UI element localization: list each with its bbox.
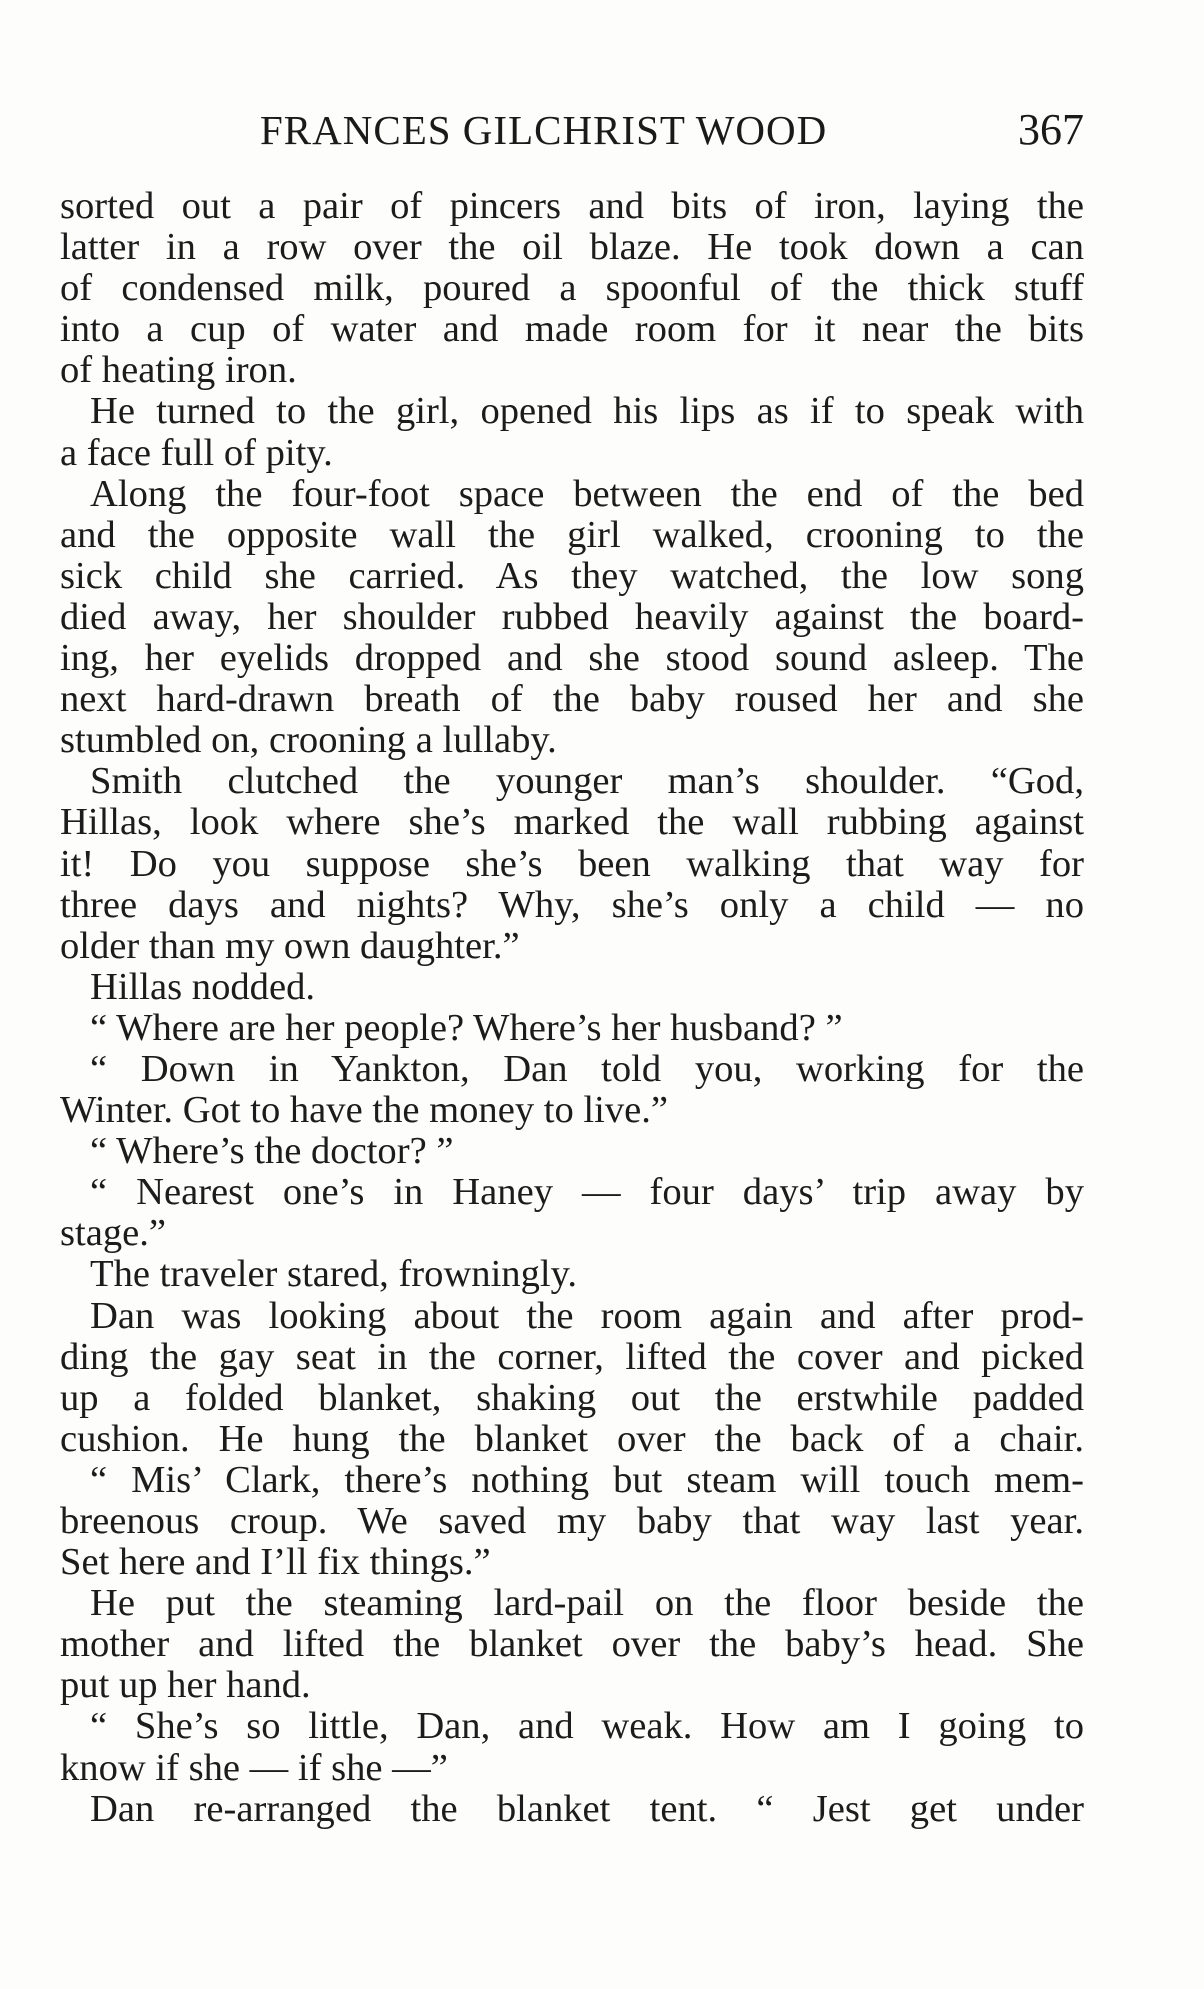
text-line: breenous croup. We saved my baby that way last year. bbox=[60, 1501, 1084, 1542]
text-line: ing, her eyelids dropped and she stood sound asleep. The bbox=[60, 638, 1084, 680]
text-line: The traveler stared, frowningly. bbox=[90, 1253, 578, 1296]
running-head bbox=[60, 100, 1084, 160]
text-line: Winter. Got to have the money to live.” bbox=[60, 1089, 669, 1132]
text-line: “ Where are her people? Where’s her husband? ” bbox=[90, 1006, 843, 1049]
text-line: stumbled on, crooning a lullaby. bbox=[60, 719, 557, 762]
text-line: it! Do you suppose she’s been walking that way for bbox=[60, 843, 1084, 885]
running-title: FRANCES GILCHRIST WOOD bbox=[260, 107, 828, 153]
text-line: Smith clutched the younger man’s shoulder. “God, bbox=[90, 761, 1084, 803]
body-text bbox=[60, 186, 1084, 1830]
page-number: 367 bbox=[1018, 105, 1084, 154]
text-line: mother and lifted the blanket over the baby’s head. She bbox=[60, 1624, 1084, 1666]
text-line: “ Nearest one’s in Haney — four days’ trip away by bbox=[90, 1172, 1084, 1214]
text-line: of condensed milk, poured a spoonful of the thick stuff bbox=[60, 268, 1084, 310]
text-line: “ Down in Yankton, Dan told you, working for the bbox=[90, 1048, 1084, 1090]
text-line: stage.” bbox=[60, 1212, 167, 1255]
text-line: three days and nights? Why, she’s only a child — no bbox=[60, 884, 1084, 926]
text-line: Hillas, look where she’s marked the wall rubbing against bbox=[60, 802, 1084, 844]
text-line: ding the gay seat in the corner, lifted the cover and picked bbox=[60, 1336, 1084, 1378]
text-line: up a folded blanket, shaking out the erstwhile padded bbox=[60, 1377, 1084, 1419]
text-line: of heating iron. bbox=[60, 349, 297, 392]
text-line: next hard-drawn breath of the baby roused her and she bbox=[60, 679, 1084, 721]
text-line: Set here and I’ll fix things.” bbox=[60, 1541, 491, 1584]
text-line: He turned to the girl, opened his lips as if to speak with bbox=[90, 391, 1084, 433]
text-line: sick child she carried. As they watched, the low song bbox=[60, 555, 1084, 597]
text-line: older than my own daughter.” bbox=[60, 924, 520, 967]
text-line: latter in a row over the oil blaze. He took down a can bbox=[60, 227, 1084, 269]
text-line: Dan was looking about the room again and after prod- bbox=[90, 1295, 1084, 1337]
text-line: Hillas nodded. bbox=[90, 965, 316, 1008]
text-line: cushion. He hung the blanket over the back of a chair. bbox=[60, 1418, 1084, 1460]
text-line: a face full of pity. bbox=[60, 431, 333, 474]
text-line: sorted out a pair of pincers and bits of iron, laying the bbox=[60, 186, 1084, 227]
text-line: know if she — if she —” bbox=[60, 1746, 448, 1789]
text-line: and the opposite wall the girl walked, crooning to the bbox=[60, 514, 1084, 556]
text-line: “ She’s so little, Dan, and weak. How am I going to bbox=[90, 1706, 1084, 1748]
text-line: “ Mis’ Clark, there’s nothing but steam will touch mem- bbox=[90, 1459, 1084, 1501]
text-line: into a cup of water and made room for it near the bits bbox=[60, 309, 1084, 351]
text-line: died away, her shoulder rubbed heavily against the board- bbox=[60, 596, 1084, 638]
text-line: “ Where’s the doctor? ” bbox=[90, 1130, 454, 1173]
text-line: Along the four-foot space between the end of the bed bbox=[90, 473, 1084, 515]
text-line: put up her hand. bbox=[60, 1664, 311, 1707]
text-line: He put the steaming lard-pail on the floor beside the bbox=[90, 1583, 1084, 1625]
text-line: Dan re-arranged the blanket tent. “ Jest get under bbox=[90, 1788, 1084, 1830]
